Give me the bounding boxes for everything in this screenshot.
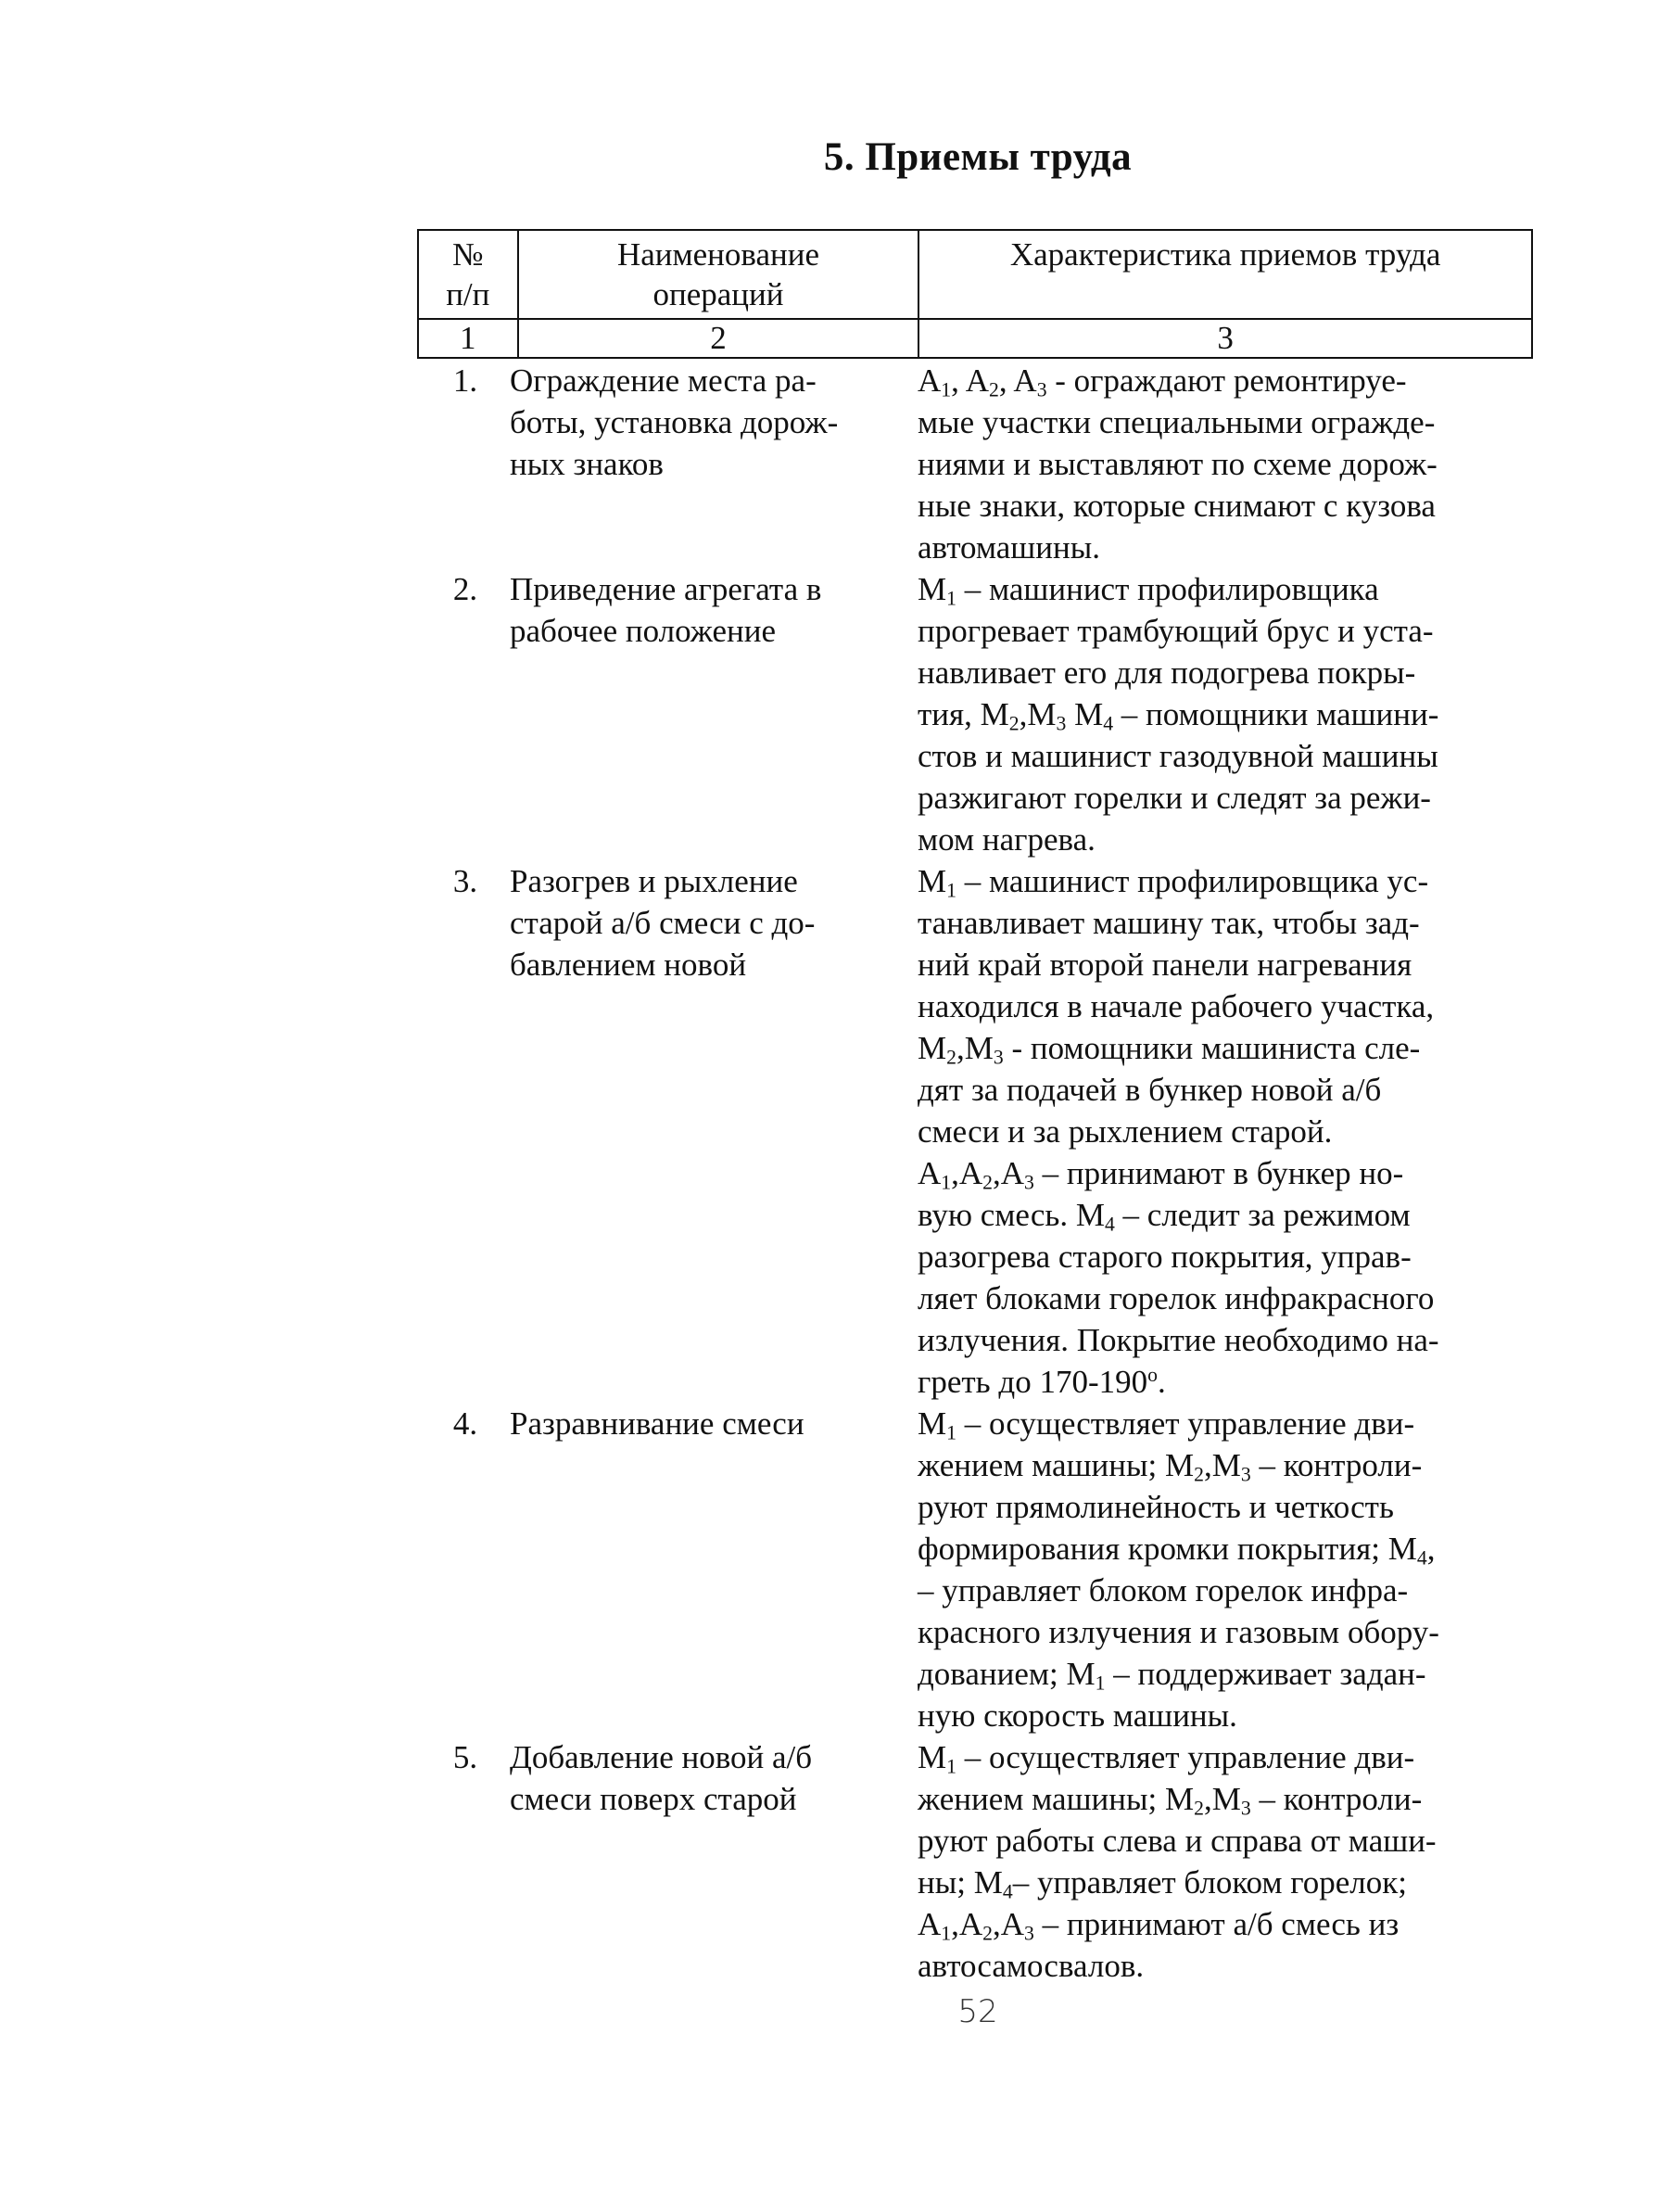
description-line: вую смесь. $M_4$ – следит за режимом xyxy=(918,1197,1411,1236)
description-line: смеси и за рыхлением старой. xyxy=(918,1113,1333,1150)
operation-description xyxy=(918,860,1511,1403)
description-line: разогрева старого покрытия, управ- xyxy=(918,1239,1412,1275)
description-line: дят за подачей в бункер новой а/б xyxy=(918,1072,1382,1108)
operation-line: рабочее положение xyxy=(510,613,776,649)
description-line: $M_1$ – осуществляет управление дви- xyxy=(918,1739,1415,1778)
column-number-3: 3 xyxy=(918,319,1532,358)
description-line: мом нагрева. xyxy=(918,821,1096,858)
table-row xyxy=(417,360,1539,568)
operation-line: Разравнивание смеси xyxy=(510,1405,804,1442)
row-number: 1. xyxy=(452,362,478,399)
operation-description xyxy=(918,360,1511,568)
header-operation-label: Наименование операций xyxy=(616,236,819,312)
description-line: жением машины; $M_2,M_3$ – контроли- xyxy=(918,1447,1423,1486)
description-line: тия, $M_2,M_3$ $M_4$ – помощники машини- xyxy=(918,696,1439,735)
operation-name xyxy=(393,568,918,860)
operation-description xyxy=(918,568,1511,860)
table-body xyxy=(417,360,1539,1987)
page-number: 52 xyxy=(957,1993,998,2030)
description-line: $A_1,A_2,A_3$ – принимают а/б смесь из xyxy=(918,1906,1400,1945)
description-line: находился в начале рабочего участка, xyxy=(918,988,1435,1024)
description-line: разжигают горелки и следят за режи- xyxy=(918,780,1431,816)
description-line: красного излучения и газовым обору- xyxy=(918,1614,1439,1650)
description-line: $M_1$ – машинист профилировщика ус- xyxy=(918,863,1429,902)
description-line: дованием; $M_1$ – поддерживает задан- xyxy=(918,1656,1426,1695)
description-line: $M_1$ – машинист профилировщика xyxy=(918,571,1379,610)
description-line: $M_2,M_3$ - помощники машиниста сле- xyxy=(918,1030,1421,1069)
row-number: 2. xyxy=(452,571,478,607)
description-line: автосамосвалов. xyxy=(918,1948,1145,1984)
table-row xyxy=(417,1403,1539,1736)
operation-line: смеси поверх старой xyxy=(510,1781,797,1817)
description-line: ляет блоками горелок инфракрасного xyxy=(918,1280,1435,1316)
page-title: 5. Приемы труда xyxy=(823,135,1133,179)
description-line: ны; $M_4-$ управляет блоком горелок; xyxy=(918,1864,1407,1903)
table-header xyxy=(417,229,1533,359)
description-line: стов и машинист газодувной машины xyxy=(918,738,1438,774)
description-line: ниями и выставляют по схеме дорож- xyxy=(918,446,1438,482)
operation-line: боты, установка дорож- xyxy=(510,404,839,440)
description-line: ную скорость машины. xyxy=(918,1697,1237,1734)
description-line: мые участки специальными огражде- xyxy=(918,404,1436,440)
operation-name xyxy=(393,860,918,1403)
description-line: греть до 170-190$^o$. xyxy=(918,1364,1166,1400)
header-number xyxy=(418,230,518,319)
operation-name xyxy=(393,1736,918,1987)
header-number-label: № п/п xyxy=(446,236,490,312)
header-operation xyxy=(518,230,919,319)
description-line: руют прямолинейность и четкость xyxy=(918,1489,1394,1525)
row-number: 5. xyxy=(452,1739,478,1775)
header-description: Характеристика приемов труда xyxy=(918,230,1532,319)
description-line: ные знаки, которые снимают с кузова xyxy=(918,488,1436,524)
operation-name xyxy=(393,1403,918,1736)
operation-line: Приведение агрегата в xyxy=(510,571,822,607)
operation-line: ных знаков xyxy=(510,446,664,482)
operation-line: Разогрев и рыхление xyxy=(510,863,798,899)
description-line: автомашины. xyxy=(918,529,1100,566)
operation-line: старой а/б смеси с до- xyxy=(510,905,816,941)
description-line: формирования кромки покрытия; $M_4$, xyxy=(918,1531,1436,1570)
description-line: ний край второй панели нагревания xyxy=(918,947,1412,983)
column-number-2: 2 xyxy=(518,319,919,358)
operation-line: Ограждение места ра- xyxy=(510,362,817,399)
row-number: 4. xyxy=(452,1405,478,1442)
description-line: навливает его для подогрева покры- xyxy=(918,655,1416,691)
operation-description xyxy=(918,1403,1511,1736)
row-number: 3. xyxy=(452,863,478,899)
description-line: – управляет блоком горелок инфра- xyxy=(918,1572,1409,1608)
description-line: прогревает трамбующий брус и уста- xyxy=(918,613,1434,649)
operation-line: Добавление новой а/б xyxy=(510,1739,813,1775)
description-line: $A_1,A_2,A_3$ – принимают в бункер но- xyxy=(918,1155,1404,1194)
column-number-1: 1 xyxy=(418,319,518,358)
operation-name xyxy=(393,360,918,568)
description-line: $M_1$ – осуществляет управление дви- xyxy=(918,1405,1415,1444)
operation-line: бавлением новой xyxy=(510,947,747,983)
table-row xyxy=(417,1736,1539,1987)
table-row xyxy=(417,568,1539,860)
description-line: излучения. Покрытие необходимо на- xyxy=(918,1322,1439,1358)
description-line: жением машины; $M_2,M_3$ – контроли- xyxy=(918,1781,1423,1820)
description-line: $A_1$, $A_2$, $A_3$ - ограждают ремонтируе- xyxy=(918,362,1407,401)
description-line: руют работы слева и справа от маши- xyxy=(918,1823,1437,1859)
description-line: танавливает машину так, чтобы зад- xyxy=(918,905,1420,941)
table-row xyxy=(417,860,1539,1403)
operation-description xyxy=(918,1736,1511,1987)
